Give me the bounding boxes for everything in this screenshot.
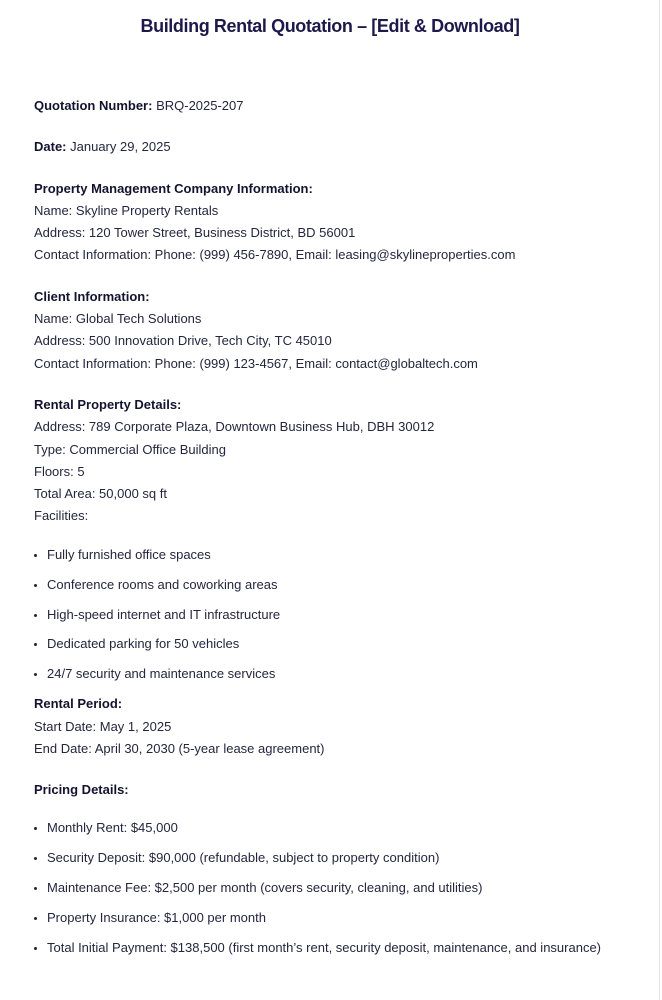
pricing-details-section [34,779,634,959]
rental-start-date: Start Date: May 1, 2025 [34,718,172,734]
pricing-details-heading: Pricing Details: [34,782,129,798]
quotation-number-line [34,95,634,117]
client-address: Address: 500 Innovation Drive, Tech City, TC 45010 [34,333,332,349]
property-area: Total Area: 50,000 sq ft [34,486,167,502]
rental-end-date: End Date: April 30, 2030 (5-year lease agreement) [34,740,325,756]
list-item: • High-speed internet and IT infrastructure [47,604,634,626]
property-details-section [34,394,634,686]
list-item: • Security Deposit: $90,000 (refundable, subject to property condition) [47,847,634,869]
company-address: Address: 120 Tower Street, Business District, BD 56001 [34,225,356,241]
list-item: • Dedicated parking for 50 vehicles [47,633,634,655]
list-item: • Conference rooms and coworking areas [47,574,634,596]
list-item: • Total Initial Payment: $138,500 (first month’s rent, security deposit, maintenance, and insurance) [47,937,634,959]
list-item: • Monthly Rent: $45,000 [47,817,634,839]
list-item: • Fully furnished office spaces [47,544,634,566]
document-body [34,95,634,967]
facilities-label: Facilities: [34,508,89,524]
property-type: Type: Commercial Office Building [34,441,226,457]
client-info-heading: Client Information: [34,288,150,304]
list-item: • Property Insurance: $1,000 per month [47,907,634,929]
quotation-number-label: Quotation Number: [34,98,153,113]
date-line [34,136,634,158]
client-name: Name: Global Tech Solutions [34,311,202,327]
company-info-heading: Property Management Company Information: [34,180,313,196]
pricing-list [34,817,634,959]
rental-period-section [34,693,634,760]
property-floors: Floors: 5 [34,463,85,479]
quotation-number-value: BRQ-2025-207 [156,98,244,113]
property-address: Address: 789 Corporate Plaza, Downtown Business Hub, DBH 30012 [34,419,435,435]
facilities-list [34,544,634,686]
page-title: Building Rental Quotation – [Edit & Download] [140,16,520,36]
company-name: Name: Skyline Property Rentals [34,202,219,218]
rental-period-heading: Rental Period: [34,696,123,712]
date-value: January 29, 2025 [70,139,171,155]
company-info-section [34,178,634,267]
company-contact: Contact Information: Phone: (999) 456-7890, Email: leasing@skylineproperties.com [34,247,516,263]
client-info-section [34,286,634,375]
client-contact: Contact Information: Phone: (999) 123-4567, Email: contact@globaltech.com [34,355,478,371]
date-label: Date: [34,139,67,155]
property-details-heading: Rental Property Details: [34,396,182,412]
list-item: • Maintenance Fee: $2,500 per month (covers security, cleaning, and utilities) [47,877,634,899]
list-item: • 24/7 security and maintenance services [47,663,634,685]
